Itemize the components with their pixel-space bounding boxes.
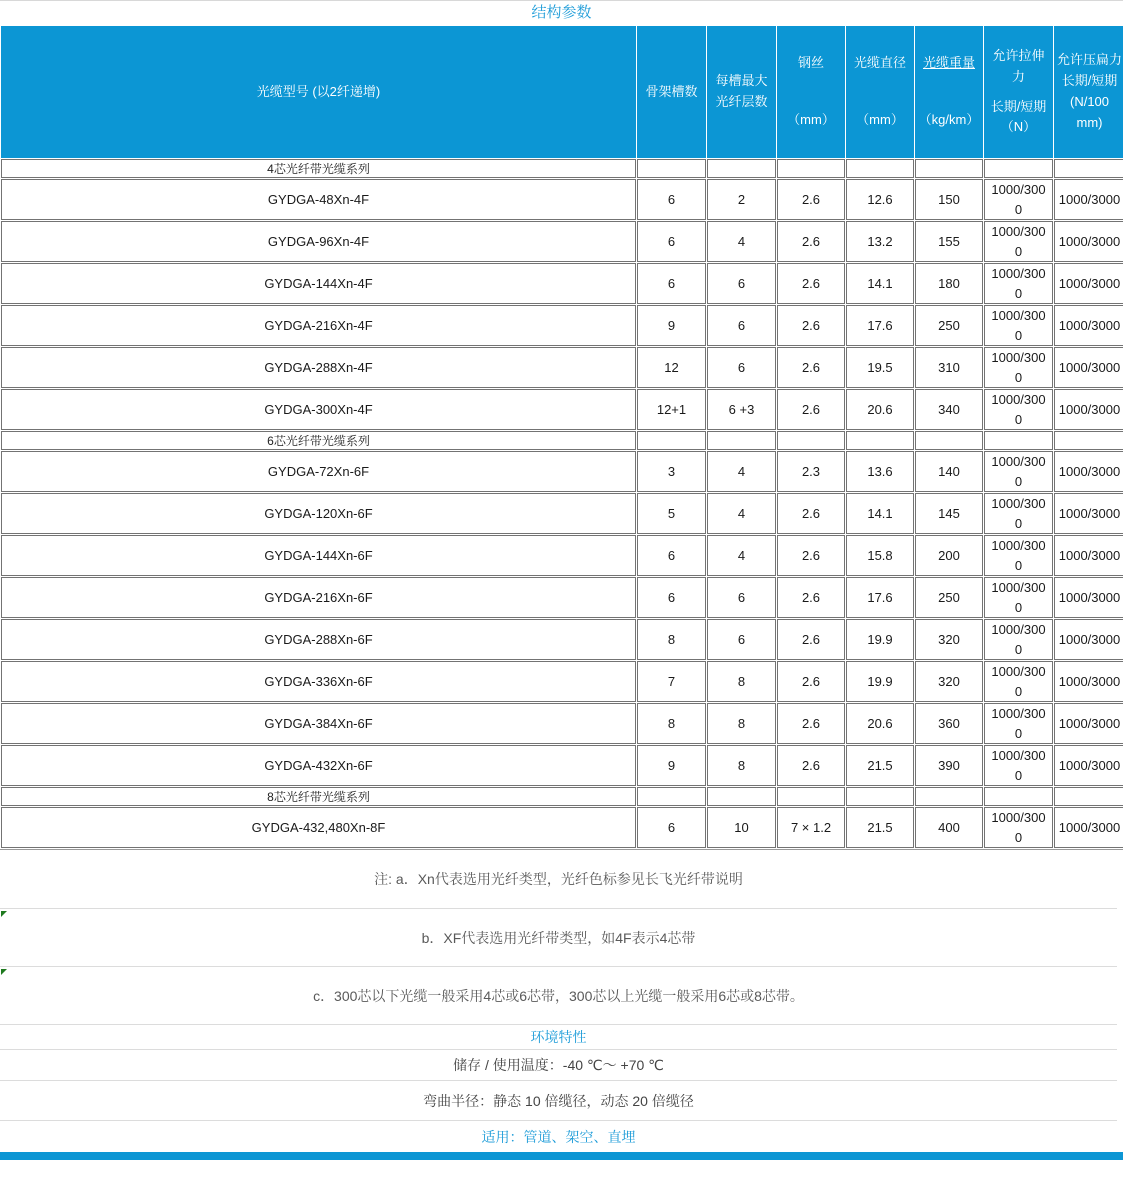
value-cell: 14.1 — [846, 493, 914, 534]
model-cell: GYDGA-216Xn-4F — [1, 305, 636, 346]
empty-cell — [846, 431, 914, 450]
note-text: b．XF代表选用光纤带类型，如4F表示4芯带 — [421, 929, 696, 946]
value-cell: 2 — [707, 179, 776, 220]
series-section-row — [1, 159, 1123, 178]
value-cell: 19.9 — [846, 619, 914, 660]
value-cell: 145 — [915, 493, 983, 534]
environment-section-title: 环境特性 — [0, 1024, 1117, 1049]
column-header-label: 钢丝 — [797, 55, 824, 71]
table-row — [1, 807, 1123, 848]
value-cell: 155 — [915, 221, 983, 262]
value-cell: 1000/3000 — [1054, 807, 1123, 848]
value-cell: 1000/3000 — [984, 745, 1053, 786]
value-cell: 390 — [915, 745, 983, 786]
model-cell: GYDGA-288Xn-6F — [1, 619, 636, 660]
model-cell: GYDGA-96Xn-4F — [1, 221, 636, 262]
table-row — [1, 703, 1123, 744]
value-cell: 4 — [707, 535, 776, 576]
value-cell: 1000/3000 — [1054, 745, 1123, 786]
value-cell: 6 +3 — [707, 389, 776, 430]
value-cell: 400 — [915, 807, 983, 848]
environment-row: 弯曲半径：静态 10 倍缆径，动态 20 倍缆径 — [0, 1080, 1117, 1120]
empty-cell — [984, 431, 1053, 450]
column-header-label: 允许压扁力 长期/短期 (N/100 mm) — [1057, 52, 1123, 130]
value-cell: 1000/3000 — [1054, 389, 1123, 430]
value-cell: 6 — [707, 577, 776, 618]
value-cell: 2.6 — [777, 179, 845, 220]
value-cell: 1000/3000 — [984, 493, 1053, 534]
empty-cell — [637, 159, 706, 178]
series-section-label: 6芯光纤带光缆系列 — [1, 431, 636, 450]
model-cell: GYDGA-48Xn-4F — [1, 179, 636, 220]
value-cell: 12 — [637, 347, 706, 388]
value-cell: 4 — [707, 221, 776, 262]
value-cell: 1000/3000 — [1054, 703, 1123, 744]
value-cell: 6 — [707, 619, 776, 660]
value-cell: 6 — [637, 263, 706, 304]
value-cell: 4 — [707, 493, 776, 534]
value-cell: 8 — [637, 619, 706, 660]
environment-section — [0, 1024, 1117, 1152]
next-table-header-bar — [0, 1152, 1123, 1160]
column-header-label: 每槽最大光纤层数 — [715, 73, 768, 109]
value-cell: 19.9 — [846, 661, 914, 702]
value-cell: 250 — [915, 305, 983, 346]
value-cell: 1000/3000 — [1054, 179, 1123, 220]
empty-cell — [915, 431, 983, 450]
column-header-steel-wire — [777, 26, 845, 158]
model-cell: GYDGA-288Xn-4F — [1, 347, 636, 388]
column-header-label: 光缆重量 — [922, 55, 975, 71]
value-cell: 13.2 — [846, 221, 914, 262]
table-row — [1, 347, 1123, 388]
empty-cell — [777, 159, 845, 178]
value-cell: 6 — [637, 807, 706, 848]
value-cell: 1000/3000 — [1054, 493, 1123, 534]
value-cell: 2.6 — [777, 347, 845, 388]
column-header-label: 光缆直径 — [853, 55, 906, 71]
value-cell: 320 — [915, 661, 983, 702]
empty-cell — [637, 431, 706, 450]
value-cell: 20.6 — [846, 389, 914, 430]
comment-marker-icon — [1, 911, 7, 917]
table-row — [1, 661, 1123, 702]
column-header-label: （mm） — [787, 112, 835, 127]
note-row — [0, 908, 1117, 966]
value-cell: 360 — [915, 703, 983, 744]
series-section-label: 8芯光纤带光缆系列 — [1, 787, 636, 806]
column-header-label: 骨架槽数 — [645, 83, 698, 99]
model-cell: GYDGA-300Xn-4F — [1, 389, 636, 430]
comment-marker-icon — [1, 969, 7, 975]
table-row — [1, 535, 1123, 576]
value-cell: 9 — [637, 305, 706, 346]
series-section-row — [1, 431, 1123, 450]
value-cell: 2.6 — [777, 661, 845, 702]
column-header-crush-force — [1054, 26, 1123, 158]
value-cell: 1000/3000 — [1054, 221, 1123, 262]
empty-cell — [846, 159, 914, 178]
value-cell: 6 — [637, 221, 706, 262]
value-cell: 1000/3000 — [1054, 347, 1123, 388]
page-title: 结构参数 — [0, 0, 1123, 25]
value-cell: 1000/3000 — [984, 221, 1053, 262]
empty-cell — [1054, 431, 1123, 450]
value-cell: 180 — [915, 263, 983, 304]
value-cell: 8 — [637, 703, 706, 744]
value-cell: 2.3 — [777, 451, 845, 492]
model-cell: GYDGA-120Xn-6F — [1, 493, 636, 534]
empty-cell — [984, 159, 1053, 178]
empty-cell — [1054, 159, 1123, 178]
value-cell: 1000/3000 — [984, 305, 1053, 346]
value-cell: 1000/3000 — [984, 661, 1053, 702]
value-cell: 6 — [637, 577, 706, 618]
table-row — [1, 179, 1123, 220]
table-row — [1, 577, 1123, 618]
value-cell: 340 — [915, 389, 983, 430]
column-header-cable-diameter — [846, 26, 914, 158]
model-cell: GYDGA-384Xn-6F — [1, 703, 636, 744]
note-text: c．300芯以下光缆一般采用4芯或6芯带，300芯以上光缆一般采用6芯或8芯带。 — [313, 987, 804, 1004]
value-cell: 2.6 — [777, 389, 845, 430]
column-header-label: 允许拉伸力 — [992, 47, 1045, 84]
value-cell: 6 — [707, 263, 776, 304]
column-header-label: 光缆型号 (以2纤递增) — [256, 83, 381, 99]
value-cell: 140 — [915, 451, 983, 492]
value-cell: 1000/3000 — [1054, 305, 1123, 346]
empty-cell — [984, 787, 1053, 806]
value-cell: 21.5 — [846, 745, 914, 786]
empty-cell — [707, 431, 776, 450]
environment-row: 储存 / 使用温度：-40 ℃～ +70 ℃ — [0, 1049, 1117, 1080]
empty-cell — [637, 787, 706, 806]
model-cell: GYDGA-216Xn-6F — [1, 577, 636, 618]
spec-table — [0, 25, 1123, 850]
note-text: 注: a．Xn代表选用光纤类型，光纤色标参见长飞光纤带说明 — [374, 871, 743, 887]
value-cell: 7 × 1.2 — [777, 807, 845, 848]
value-cell: 19.5 — [846, 347, 914, 388]
empty-cell — [777, 431, 845, 450]
column-header-cable-weight — [915, 26, 983, 158]
value-cell: 12.6 — [846, 179, 914, 220]
value-cell: 6 — [707, 347, 776, 388]
model-cell: GYDGA-144Xn-6F — [1, 535, 636, 576]
value-cell: 1000/3000 — [1054, 451, 1123, 492]
series-section-label: 4芯光纤带光缆系列 — [1, 159, 636, 178]
column-header-slot-count — [637, 26, 706, 158]
series-section-row — [1, 787, 1123, 806]
value-cell: 8 — [707, 703, 776, 744]
table-row — [1, 221, 1123, 262]
model-cell: GYDGA-432Xn-6F — [1, 745, 636, 786]
value-cell: 7 — [637, 661, 706, 702]
column-header-label: （kg/km） — [918, 112, 980, 127]
value-cell: 1000/3000 — [984, 389, 1053, 430]
value-cell: 8 — [707, 661, 776, 702]
value-cell: 1000/3000 — [984, 807, 1053, 848]
value-cell: 21.5 — [846, 807, 914, 848]
model-cell: GYDGA-72Xn-6F — [1, 451, 636, 492]
value-cell: 12+1 — [637, 389, 706, 430]
value-cell: 17.6 — [846, 577, 914, 618]
value-cell: 1000/3000 — [984, 577, 1053, 618]
value-cell: 14.1 — [846, 263, 914, 304]
table-row — [1, 619, 1123, 660]
value-cell: 1000/3000 — [984, 263, 1053, 304]
table-row — [1, 263, 1123, 304]
value-cell: 2.6 — [777, 263, 845, 304]
column-header-tensile-force — [984, 26, 1053, 158]
model-cell: GYDGA-144Xn-4F — [1, 263, 636, 304]
value-cell: 250 — [915, 577, 983, 618]
note-row — [0, 966, 1117, 1024]
table-row — [1, 389, 1123, 430]
value-cell: 2.6 — [777, 221, 845, 262]
value-cell: 1000/3000 — [984, 703, 1053, 744]
table-body — [1, 159, 1123, 848]
empty-cell — [1054, 787, 1123, 806]
value-cell: 2.6 — [777, 535, 845, 576]
value-cell: 10 — [707, 807, 776, 848]
column-header-label: （mm） — [856, 112, 904, 127]
value-cell: 1000/3000 — [984, 179, 1053, 220]
empty-cell — [777, 787, 845, 806]
value-cell: 17.6 — [846, 305, 914, 346]
empty-cell — [915, 787, 983, 806]
column-header-cable-model — [1, 26, 636, 158]
value-cell: 8 — [707, 745, 776, 786]
value-cell: 4 — [707, 451, 776, 492]
notes-section — [0, 850, 1117, 1024]
value-cell: 2.6 — [777, 493, 845, 534]
column-header-label: 长期/短期（N） — [990, 98, 1047, 135]
model-cell: GYDGA-432,480Xn-8F — [1, 807, 636, 848]
environment-row: 适用：管道、架空、直埋 — [0, 1120, 1117, 1152]
value-cell: 1000/3000 — [1054, 619, 1123, 660]
value-cell: 2.6 — [777, 703, 845, 744]
value-cell: 6 — [637, 535, 706, 576]
value-cell: 1000/3000 — [1054, 661, 1123, 702]
value-cell: 1000/3000 — [1054, 535, 1123, 576]
value-cell: 2.6 — [777, 305, 845, 346]
empty-cell — [915, 159, 983, 178]
note-row — [0, 850, 1117, 908]
value-cell: 5 — [637, 493, 706, 534]
value-cell: 200 — [915, 535, 983, 576]
value-cell: 3 — [637, 451, 706, 492]
value-cell: 320 — [915, 619, 983, 660]
table-row — [1, 745, 1123, 786]
value-cell: 150 — [915, 179, 983, 220]
value-cell: 15.8 — [846, 535, 914, 576]
table-row — [1, 451, 1123, 492]
value-cell: 310 — [915, 347, 983, 388]
value-cell: 13.6 — [846, 451, 914, 492]
empty-cell — [846, 787, 914, 806]
value-cell: 9 — [637, 745, 706, 786]
table-row — [1, 305, 1123, 346]
empty-cell — [707, 787, 776, 806]
value-cell: 1000/3000 — [984, 535, 1053, 576]
value-cell: 1000/3000 — [984, 619, 1053, 660]
value-cell: 2.6 — [777, 745, 845, 786]
value-cell: 1000/3000 — [1054, 263, 1123, 304]
value-cell: 6 — [637, 179, 706, 220]
value-cell: 2.6 — [777, 619, 845, 660]
model-cell: GYDGA-336Xn-6F — [1, 661, 636, 702]
column-header-max-fiber-layers — [707, 26, 776, 158]
table-row — [1, 493, 1123, 534]
value-cell: 1000/3000 — [984, 451, 1053, 492]
empty-cell — [707, 159, 776, 178]
value-cell: 1000/3000 — [984, 347, 1053, 388]
value-cell: 2.6 — [777, 577, 845, 618]
table-header-row — [1, 26, 1123, 158]
value-cell: 6 — [707, 305, 776, 346]
value-cell: 20.6 — [846, 703, 914, 744]
value-cell: 1000/3000 — [1054, 577, 1123, 618]
